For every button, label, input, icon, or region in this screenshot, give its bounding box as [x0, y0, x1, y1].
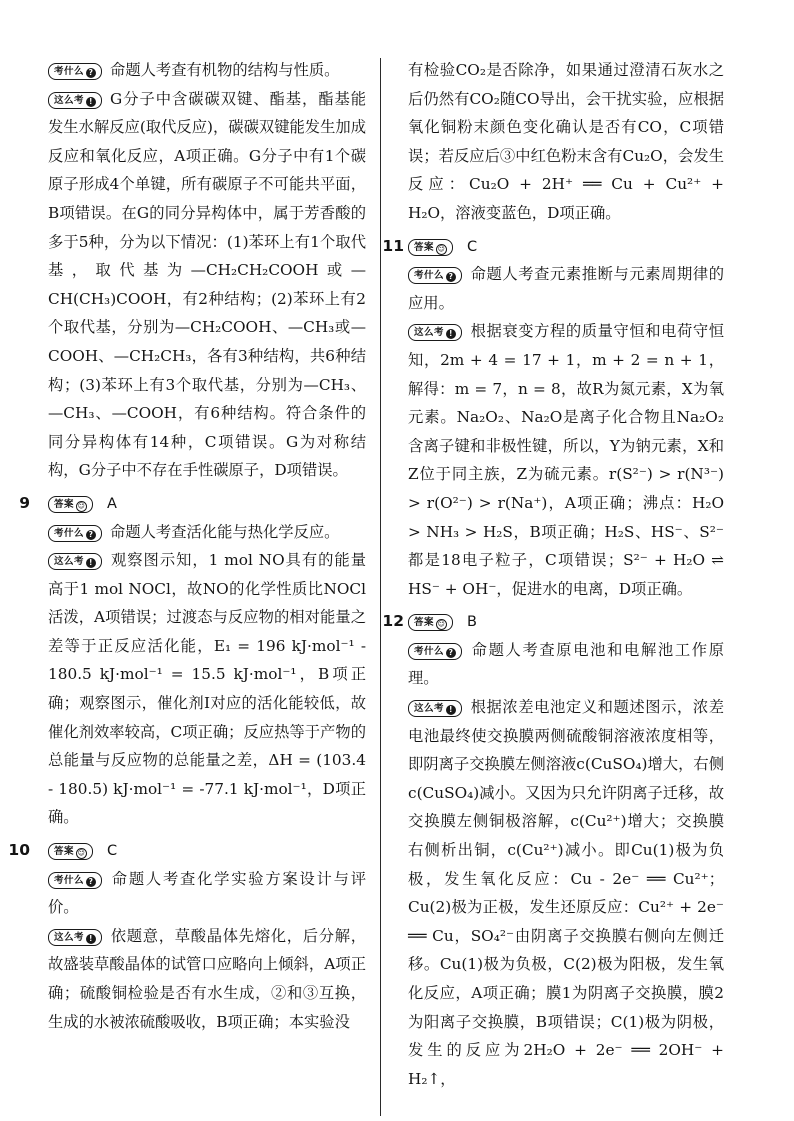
question-icon: ? — [86, 877, 96, 887]
q9-number: 9 — [19, 493, 30, 512]
kao-badge: 考什么 ? — [408, 643, 462, 660]
q9-zen-text: 观察图示知，1 mol NO具有的能量高于1 mol NOCl，故NO的化学性质比NOCl活泼，A项错误；过渡态与反应物的相对能量之差等于正反应活化能，E₁ = 196 kJ·mol⁻¹ - 180.5 kJ·mol⁻¹ = 15.5 kJ·mol⁻¹，B项正确；观察图示，催化剂Ⅰ对应的活化能较低，故催化剂效率较高，C项正确；反应热等于产物的总能量与反应物的总能量之差，ΔH = (103.4 - 180.5) kJ·mol⁻¹ = -77.1 kJ·mol⁻¹，D项正确。 — [48, 551, 366, 827]
smiley-icon: ☺ — [437, 620, 446, 629]
exclamation-icon: ! — [86, 97, 96, 107]
question-icon: ? — [446, 272, 456, 282]
q11-kao-text: 命题人考查元素推断与元素周期律的应用。 — [408, 265, 724, 312]
question-icon: ? — [86, 68, 96, 78]
kao-badge: 考什么 ? — [48, 63, 102, 80]
smiley-icon: ☺ — [77, 849, 86, 858]
q12-zen-text: 根据浓差电池定义和题述图示，浓差电池最终使交换膜两侧硫酸铜溶液浓度相等，即阴离子交换膜左侧溶液c(CuSO₄)增大，右侧c(CuSO₄)减小。又因为只允许阴离子迁移，故交换膜左侧铜极溶解，c(Cu²⁺)增大；交换膜右侧析出铜，c(Cu²⁺)减小。即Cu(1)极为负极，发生氧化反应：Cu - 2e⁻ ══ Cu²⁺；Cu(2)极为正极，发生还原反应：Cu²⁺ + 2e⁻ ══ Cu，SO₄²⁻由阴离子交换膜右侧向左侧迁移。Cu(1)极为负极，C(2)极为阳极，发生氧化反应，A项正确；膜1为阴离子交换膜，膜2为阳离子交换膜，B项错误；C(1)极为阴极，发生的反应为2H₂O + 2e⁻ ══ 2OH⁻ + H₂↑， — [408, 698, 724, 1088]
q10-continued-text: 有检验CO₂是否除净，如果通过澄清石灰水之后仍然有CO₂随CO导出，会干扰实验，应根据氧化铜粉末颜色变化确认是否有CO，C项错误；若反应后③中红色粉末含有Cu₂O，会发生反应：Cu₂O + 2H⁺ ══ Cu + Cu²⁺ + H₂O，溶液变蓝色，D项正确。 — [408, 61, 724, 222]
q12-kao-text: 命题人考查原电池和电解池工作原理。 — [408, 640, 724, 688]
q8-zen-para — [48, 85, 366, 485]
kao-badge: 考什么 ? — [48, 525, 102, 542]
answer-badge: 答案 ☺ — [408, 239, 453, 256]
q12-kao-para — [408, 636, 724, 693]
q10-zen-para — [48, 922, 366, 1036]
q11-number: 11 — [382, 236, 404, 255]
q11-answer-line — [382, 232, 724, 261]
q9-answer-line — [19, 489, 366, 518]
q10-kao-para — [48, 865, 366, 922]
zen-badge: 这么考 ! — [48, 92, 102, 109]
smiley-icon: ☺ — [77, 501, 86, 510]
left-column — [8, 56, 366, 1036]
q11-zen-para — [408, 317, 724, 603]
smiley-icon: ☺ — [437, 244, 446, 253]
zen-badge: 这么考 ! — [408, 324, 462, 341]
answer-badge: 答案 ☺ — [48, 496, 93, 513]
question-icon: ? — [86, 530, 96, 540]
q10-answer: C — [107, 843, 118, 860]
right-column — [382, 56, 724, 1093]
q10-number: 10 — [8, 841, 30, 860]
exclamation-icon: ! — [86, 558, 96, 568]
q10-zen-text: 依题意，草酸晶体先熔化，后分解，故盛装草酸晶体的试管口应略向上倾斜，A项正确；硫酸铜检验是否有水生成，②和③互换，生成的水被浓硫酸吸收，B项正确；本实验没 — [48, 926, 366, 1031]
answer-badge: 答案 ☺ — [408, 614, 453, 631]
q12-answer: B — [467, 614, 477, 631]
q11-answer: C — [467, 238, 478, 255]
question-icon: ? — [446, 648, 456, 658]
zen-badge: 这么考 ! — [408, 700, 462, 717]
q12-zen-para — [408, 693, 724, 1093]
kao-badge: 考什么 ? — [48, 872, 102, 889]
exclamation-icon: ! — [446, 705, 456, 715]
exclamation-icon: ! — [446, 329, 456, 339]
q11-zen-text: 根据衰变方程的质量守恒和电荷守恒知，2m + 4 = 17 + 1，m + 2 = n + 1，解得：m = 7，n = 8，故R为氮元素，X为氧元素。Na₂O₂、Na₂O是离子化合物且Na₂O₂含离子键和非极性键，所以，Y为钠元素，X和Z位于同主族，Z为硫元素。r(S²⁻) > r(N³⁻) > r(O²⁻) > r(Na⁺)，A项正确；沸点：H₂O > NH₃ > H₂S，B项正确；H₂S、HS⁻、S²⁻都是18电子粒子，C项错误；S²⁻ + H₂O ⇌ HS⁻ + OH⁻，促进水的电离，D项正确。 — [408, 322, 724, 598]
q11-kao-para — [408, 260, 724, 317]
q9-answer: A — [107, 495, 117, 512]
zen-badge: 这么考 ! — [48, 929, 102, 946]
q9-zen-para — [48, 546, 366, 832]
q9-kao-text: 命题人考查活化能与热化学反应。 — [110, 522, 340, 541]
q10-answer-line — [8, 836, 366, 865]
q8-kao-para — [48, 56, 366, 85]
q10-kao-text: 命题人考查化学实验方案设计与评价。 — [48, 869, 366, 917]
q12-number: 12 — [382, 612, 404, 631]
q12-answer-line — [382, 607, 724, 636]
q9-kao-para — [48, 518, 366, 547]
q10-continued-para — [408, 56, 724, 228]
column-divider — [380, 58, 381, 1116]
zen-badge: 这么考 ! — [48, 553, 102, 570]
q8-zen-text: G分子中含碳碳双键、酯基，酯基能发生水解反应(取代反应)，碳碳双键能发生加成反应和氧化反应，A项正确。G分子中有1个碳原子形成4个单键，所有碳原子不可能共平面，B项错误。在G的同分异构体中，属于芳香酸的多于5种，分为以下情况：(1)苯环上有1个取代基，取代基为—CH₂CH₂COOH或—CH(CH₃)COOH，有2种结构；(2)苯环上有2个取代基，分别为—CH₂COOH、—CH₃或—COOH、—CH₂CH₃，各有3种结构，共6种结构；(3)苯环上有3个取代基，分别为—CH₃、—CH₃、—COOH，有6种结构。符合条件的同分异构体有14种，C项错误。G为对称结构，G分子中不存在手性碳原子，D项错误。 — [48, 89, 366, 480]
q8-kao-text: 命题人考查有机物的结构与性质。 — [110, 61, 340, 79]
answer-badge: 答案 ☺ — [48, 843, 93, 860]
exclamation-icon: ! — [86, 934, 96, 944]
kao-badge: 考什么 ? — [408, 267, 462, 284]
